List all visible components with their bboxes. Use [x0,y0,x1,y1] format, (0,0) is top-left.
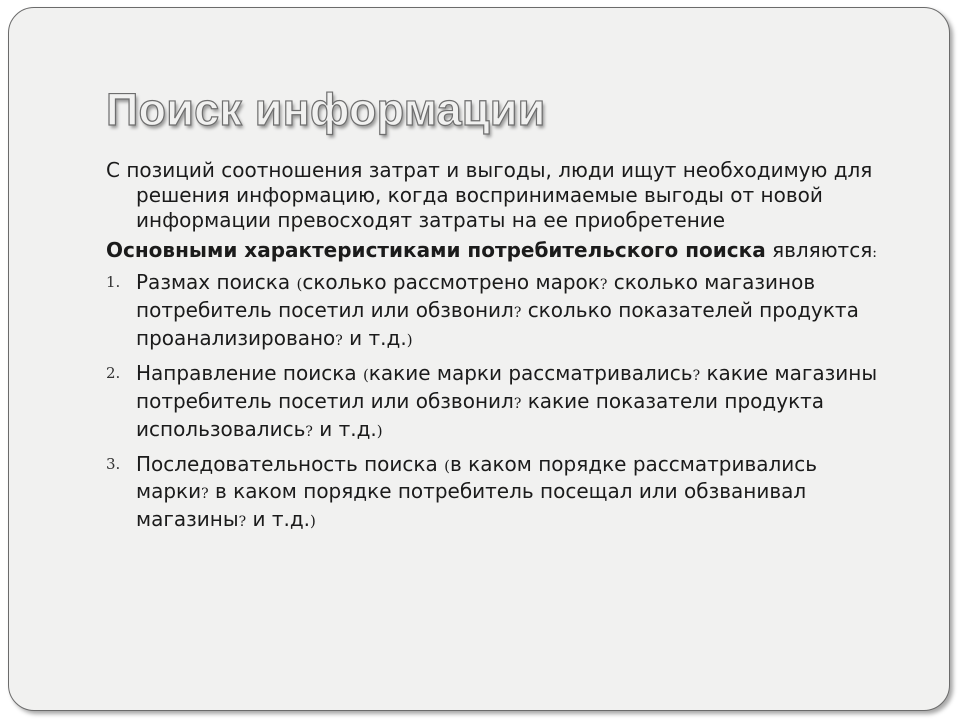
paren-open: ( [362,366,369,384]
characteristics-heading-bold: Основными характеристиками потребительского поиска [106,238,766,262]
item-part: в каком порядке рассматривались марки [136,452,818,503]
intro-paragraph: С позиций соотношения затрат и выгоды, люди ищут необходимую для решения информацию, когда воспринимаемые выгоды от новой информации превосходят затраты на ее приобретение [106,158,873,232]
list-number: 3. [106,455,121,473]
item-separator: ? [513,396,522,412]
item-separator: ? [201,486,209,502]
item-separator: ? [305,424,313,440]
item-part: и т.д. [252,507,311,531]
item-separator: ? [335,333,343,349]
item-name: Направление поиска [136,361,357,385]
characteristics-heading-rest: являются [772,238,873,262]
item-name: Последовательность поиска [136,452,438,476]
item-part: сколько магазинов потребитель посетил или обзвонил [136,270,816,322]
paren-close: ) [406,331,413,349]
paren-close: ) [376,422,383,440]
item-part: какие показатели продукта использовались [136,389,825,441]
paren-open: ( [296,275,303,293]
item-separator: ? [599,277,608,293]
item-part: какие марки рассматривались [368,361,693,385]
item-separator: ? [238,514,247,530]
paren-close: ) [310,512,316,530]
item-part: какие магазины потребитель посетил или обзвонил [136,361,878,413]
item-part: сколько рассмотрено марок [302,270,600,294]
characteristics-heading-colon: : [872,245,877,261]
slide-title: Поиск информации [106,84,546,135]
item-name: Размах поиска [136,270,291,294]
list-item-1 [106,270,896,354]
list-number: 1. [106,273,121,291]
item-part: в каком порядке потребитель посещал или обзванивал магазины [136,479,807,531]
item-part: и т.д. [319,417,377,441]
slide-body [106,158,896,542]
list-item-3 [106,452,896,535]
paren-open: ( [444,457,450,475]
list-item-2 [106,361,896,445]
item-part: и т.д. [349,326,407,350]
characteristics-heading [106,238,896,266]
item-part: сколько показателей продукта проанализировано [136,298,859,350]
item-separator: ? [692,368,701,384]
item-separator: ? [513,305,522,321]
list-number: 2. [106,364,121,382]
